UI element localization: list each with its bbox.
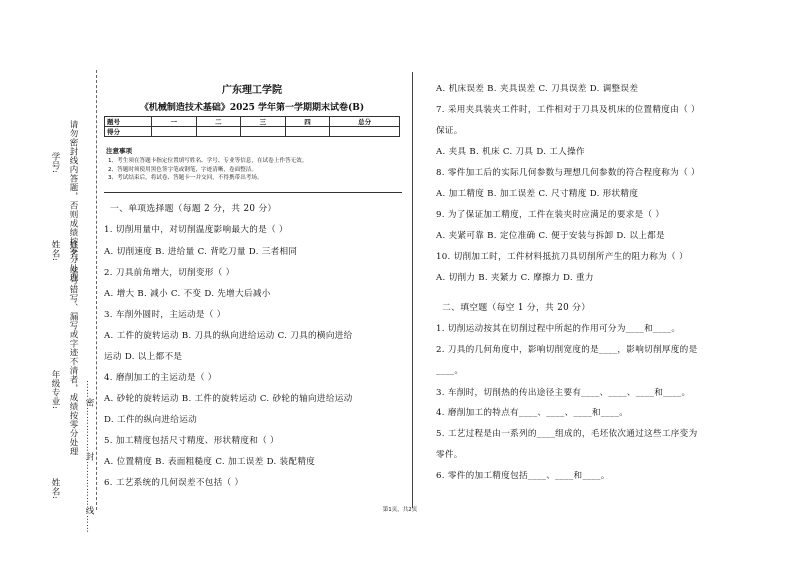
seal-line-text: ……密……………封……………线…… xyxy=(84,380,94,533)
question-line: A. 砂轮的旋转运动 B. 工件的旋转运动 C. 砂轮的轴向进给运动 xyxy=(104,394,353,404)
question-line: 1. 切削运动按其在切削过程中所起的作用可分为____和____。 xyxy=(436,324,681,334)
question-line: 1. 切削用量中，对切削温度影响最大的是（ ） xyxy=(104,225,288,235)
question-line: A. 切削速度 B. 进给量 C. 背吃刀量 D. 三者相同 xyxy=(104,247,298,257)
question-line: A. 加工精度 B. 加工误差 C. 尺寸精度 D. 形状精度 xyxy=(436,189,639,199)
question-line: 5. 加工精度包括尺寸精度、形状精度和（ ） xyxy=(104,436,279,446)
score-cell: 题号 xyxy=(105,117,152,127)
question-line: A. 切削力 B. 夹紧力 C. 摩擦力 D. 重力 xyxy=(436,273,594,283)
school-name: 广东理工学院 xyxy=(222,85,282,96)
question-line: 4. 磨削加工的主运动是（ ） xyxy=(104,373,217,383)
score-table-header-row xyxy=(105,117,400,127)
question-line: A. 增大 B. 减小 C. 不变 D. 先增大后减小 xyxy=(104,289,271,299)
question-line: 10. 切削加工时，工件材料抵抗刀具切削所产生的阻力称为（ ） xyxy=(436,252,688,262)
score-cell[interactable] xyxy=(241,127,286,137)
question-line: A. 机床误差 B. 夹具误差 C. 刀具误差 D. 调整误差 xyxy=(436,84,639,94)
question-line: 9. 为了保证加工精度，工件在装夹时应满足的要求是（ ） xyxy=(436,210,665,220)
seal-warning-top: 请勿密封线内答题，否则成绩按零分处理 xyxy=(68,120,78,282)
question-line: D. 工件的纵向进给运动 xyxy=(104,415,197,425)
score-cell: 三 xyxy=(241,117,286,127)
student-id-label: 学号: xyxy=(50,152,60,174)
section2-title: 二、填空题（每空 1 分，共 20 分） xyxy=(442,303,591,313)
notice-title: 注意事项 xyxy=(106,147,132,155)
score-cell: 二 xyxy=(196,117,241,127)
score-cell: 一 xyxy=(152,117,197,127)
question-line: 2. 刀具的几何角度中，影响切削宽度的是____，影响切削厚度的是 xyxy=(436,345,698,355)
score-cell[interactable] xyxy=(285,127,330,137)
question-line: 运动 D. 以上都不是 xyxy=(104,352,183,362)
name-label: 姓名: xyxy=(50,240,60,262)
binding-strip xyxy=(40,80,100,533)
notice-item: 2、答题时须使用黑色签字笔或钢笔，字迹清晰，卷面整洁。 xyxy=(108,166,257,173)
question-line: A. 工件的旋转运动 B. 刀具的纵向进给运动 C. 刀具的横向进给 xyxy=(104,331,353,341)
question-line: 保证。 xyxy=(436,126,463,136)
score-cell: 总分 xyxy=(330,117,400,127)
exam-title: 《机械制造技术基础》2025 学年第一学期期末试卷(B) xyxy=(139,103,365,113)
seal-warning-middle: 姓名、学号错写、漏写或字迹不清者，成绩按零分处理 xyxy=(68,240,78,456)
question-line: 2. 刀具前角增大，切削变形（ ） xyxy=(104,268,235,278)
column-divider xyxy=(412,72,413,508)
question-line: 7. 采用夹具装夹工件时，工件相对于刀具及机床的位置精度由（ ） xyxy=(436,105,700,115)
score-cell[interactable] xyxy=(196,127,241,137)
page-number: 第1页，共2页 xyxy=(382,507,418,513)
question-line: ____。 xyxy=(436,366,464,376)
question-line: 5. 工艺过程是由一系列的____组成的，毛坯依次通过这些工序变为 xyxy=(436,429,698,439)
question-line: A. 夹紧可靠 B. 定位准确 C. 便于安装与拆卸 D. 以上都是 xyxy=(436,231,665,241)
score-table-score-row xyxy=(105,127,400,137)
question-line: 6. 零件的加工精度包括____、____和____。 xyxy=(436,471,610,481)
score-cell[interactable] xyxy=(330,127,400,137)
score-cell: 得分 xyxy=(105,127,152,137)
question-line: 3. 车削时，切削热的传出途径主要有____、____、____和____。 xyxy=(436,388,691,398)
question-line: 3. 车削外圆时，主运动是（ ） xyxy=(104,310,226,320)
question-line: 6. 工艺系统的几何误差不包括（ ） xyxy=(104,478,244,488)
notice-block xyxy=(106,146,402,183)
question-line: 8. 零件加工后的实际几何参数与理想几何参数的符合程度称为（ ） xyxy=(436,168,700,178)
question-line: A. 夹具 B. 机床 C. 刀具 D. 工人操作 xyxy=(436,147,585,157)
notice-item: 1、考生须在答题卡指定位置填写姓名、学号、专业等信息，在试卷上作答无效。 xyxy=(108,158,308,164)
question-line: 零件。 xyxy=(436,450,463,460)
question-line: 4. 磨削加工的特点有____、____、____和____。 xyxy=(436,408,629,418)
score-table xyxy=(104,116,400,137)
score-cell[interactable] xyxy=(152,127,197,137)
section1-title: 一、单项选择题（每题 2 分，共 20 分） xyxy=(110,204,277,214)
name-label-bottom: 姓名: xyxy=(50,478,60,500)
notice-divider xyxy=(104,192,402,193)
question-line: A. 位置精度 B. 表面粗糙度 C. 加工误差 D. 装配精度 xyxy=(104,457,316,467)
seal-dashed-line xyxy=(96,70,97,510)
score-cell: 四 xyxy=(285,117,330,127)
notice-item: 3、考试结束后，将试卷、答题卡一并交回，不得携带出考场。 xyxy=(108,175,263,181)
grade-major-label: 年级专业: xyxy=(50,370,60,410)
